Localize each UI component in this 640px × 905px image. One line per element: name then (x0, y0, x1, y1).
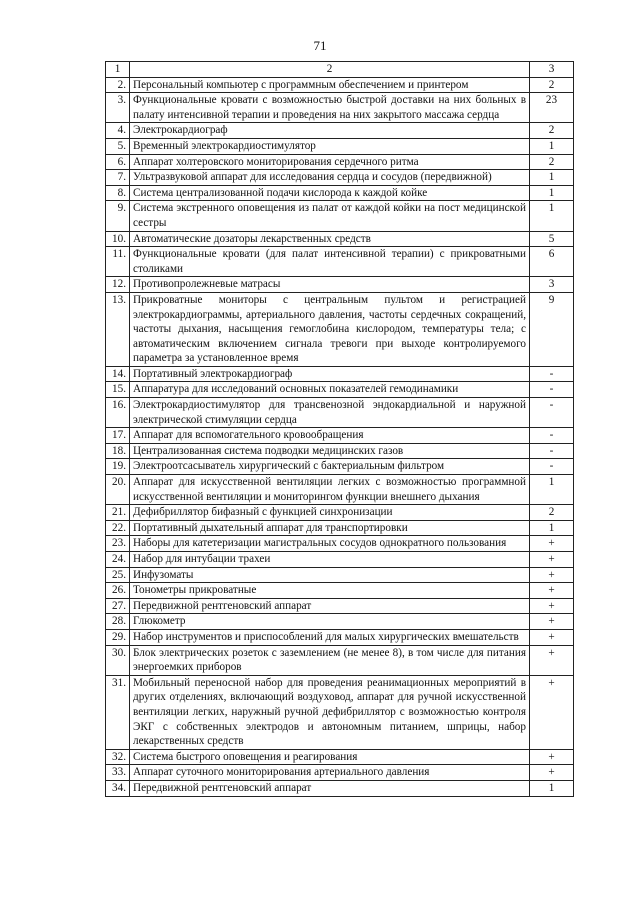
item-name: Аппаратура для исследований основных показателей гемодинамики (130, 382, 530, 398)
item-quantity: 1 (530, 170, 574, 186)
row-number: 27. (106, 598, 130, 614)
item-quantity: 2 (530, 505, 574, 521)
item-quantity: 6 (530, 247, 574, 277)
item-name: Портативный электрокардиограф (130, 366, 530, 382)
item-name: Ультразвуковой аппарат для исследования сердца и сосудов (передвижной) (130, 170, 530, 186)
row-number: 7. (106, 170, 130, 186)
item-quantity: + (530, 629, 574, 645)
item-name: Электрокардиостимулятор для трансвенозной эндокардиальной и наружной электрической стимуляции сердца (130, 398, 530, 428)
item-quantity: + (530, 583, 574, 599)
table-row (106, 443, 574, 459)
table-row (106, 629, 574, 645)
table-row (106, 645, 574, 675)
table-row (106, 231, 574, 247)
table-row (106, 93, 574, 123)
row-number: 24. (106, 552, 130, 568)
table-row (106, 520, 574, 536)
item-name: Мобильный переносной набор для проведения реанимационных мероприятий в других отделениях, включающий воздуховод, аппарат для ручной искусственной вентиляции легких, наружный ручной дефибриллятор с возможностью контроля ЭКГ с собственных электродов и автономным питанием, шприцы, набор лекарственных средств (130, 675, 530, 749)
row-number: 12. (106, 277, 130, 293)
table-row (106, 598, 574, 614)
item-name: Передвижной рентгеновский аппарат (130, 780, 530, 796)
row-number: 31. (106, 675, 130, 749)
table-row (106, 138, 574, 154)
row-number: 30. (106, 645, 130, 675)
item-name: Функциональные кровати (для палат интенсивной терапии) с прикроватными столиками (130, 247, 530, 277)
item-quantity: 5 (530, 231, 574, 247)
table-row (106, 154, 574, 170)
item-name: Наборы для катетеризации магистральных сосудов однократного пользования (130, 536, 530, 552)
header-col-1: 1 (106, 62, 130, 78)
row-number: 2. (106, 77, 130, 93)
item-name: Электрокардиограф (130, 123, 530, 139)
table-row (106, 77, 574, 93)
row-number: 4. (106, 123, 130, 139)
item-quantity: + (530, 552, 574, 568)
item-name: Временный электрокардиостимулятор (130, 138, 530, 154)
item-quantity: 23 (530, 93, 574, 123)
item-name: Прикроватные мониторы с центральным пультом и регистрацией электрокардиограммы, артериального давления, частоты сердечных сокращений, частоты дыхания, насыщения гемоглобина кислородом, температуры тела; с автоматическим включением сигнала тревоги при выходе контролируемого параметра за установленное время (130, 292, 530, 366)
item-quantity: + (530, 765, 574, 781)
item-quantity: 1 (530, 138, 574, 154)
table-row (106, 765, 574, 781)
row-number: 22. (106, 520, 130, 536)
item-quantity: - (530, 398, 574, 428)
item-name: Набор инструментов и приспособлений для малых хирургических вмешательств (130, 629, 530, 645)
row-number: 21. (106, 505, 130, 521)
table-row (106, 505, 574, 521)
row-number: 19. (106, 459, 130, 475)
row-number: 14. (106, 366, 130, 382)
row-number: 3. (106, 93, 130, 123)
item-name: Дефибриллятор бифазный с функцией синхронизации (130, 505, 530, 521)
row-number: 17. (106, 428, 130, 444)
header-col-3: 3 (530, 62, 574, 78)
table-row (106, 780, 574, 796)
item-name: Автоматические дозаторы лекарственных средств (130, 231, 530, 247)
table-row (106, 170, 574, 186)
item-name: Инфузоматы (130, 567, 530, 583)
row-number: 34. (106, 780, 130, 796)
item-quantity: - (530, 459, 574, 475)
row-number: 5. (106, 138, 130, 154)
item-name: Передвижной рентгеновский аппарат (130, 598, 530, 614)
item-quantity: 2 (530, 123, 574, 139)
row-number: 25. (106, 567, 130, 583)
item-quantity: 1 (530, 475, 574, 505)
item-quantity: 1 (530, 201, 574, 231)
table-row (106, 675, 574, 749)
item-name: Глюкометр (130, 614, 530, 630)
row-number: 8. (106, 185, 130, 201)
table-header-row (106, 62, 574, 78)
item-name: Система быстрого оповещения и реагирования (130, 749, 530, 765)
table-row (106, 552, 574, 568)
row-number: 16. (106, 398, 130, 428)
item-quantity: 1 (530, 780, 574, 796)
row-number: 20. (106, 475, 130, 505)
item-quantity: + (530, 675, 574, 749)
table-row (106, 292, 574, 366)
row-number: 9. (106, 201, 130, 231)
table-row (106, 123, 574, 139)
table-row (106, 459, 574, 475)
table-row (106, 398, 574, 428)
item-name: Портативный дыхательный аппарат для транспортировки (130, 520, 530, 536)
item-quantity: - (530, 366, 574, 382)
table-row (106, 277, 574, 293)
item-quantity: 2 (530, 154, 574, 170)
item-quantity: - (530, 382, 574, 398)
item-quantity: + (530, 536, 574, 552)
table-row (106, 428, 574, 444)
row-number: 10. (106, 231, 130, 247)
item-quantity: + (530, 749, 574, 765)
row-number: 15. (106, 382, 130, 398)
item-name: Противопролежневые матрасы (130, 277, 530, 293)
item-name: Аппарат суточного мониторирования артериального давления (130, 765, 530, 781)
row-number: 18. (106, 443, 130, 459)
header-col-2: 2 (130, 62, 530, 78)
row-number: 33. (106, 765, 130, 781)
item-name: Электроотсасыватель хирургический с бактериальным фильтром (130, 459, 530, 475)
item-quantity: 2 (530, 77, 574, 93)
table-row (106, 475, 574, 505)
equipment-table (105, 61, 574, 797)
row-number: 6. (106, 154, 130, 170)
item-quantity: - (530, 428, 574, 444)
item-name: Система централизованной подачи кислорода к каждой койке (130, 185, 530, 201)
table-row (106, 366, 574, 382)
table-row (106, 382, 574, 398)
row-number: 32. (106, 749, 130, 765)
item-quantity: 9 (530, 292, 574, 366)
item-name: Тонометры прикроватные (130, 583, 530, 599)
table-row (106, 201, 574, 231)
item-quantity: 1 (530, 185, 574, 201)
row-number: 29. (106, 629, 130, 645)
row-number: 23. (106, 536, 130, 552)
item-name: Набор для интубации трахеи (130, 552, 530, 568)
item-quantity: + (530, 614, 574, 630)
item-name: Централизованная система подводки медицинских газов (130, 443, 530, 459)
item-quantity: + (530, 567, 574, 583)
table-row (106, 536, 574, 552)
table-row (106, 749, 574, 765)
row-number: 11. (106, 247, 130, 277)
row-number: 28. (106, 614, 130, 630)
table-row (106, 614, 574, 630)
table-row (106, 583, 574, 599)
item-name: Система экстренного оповещения из палат от каждой койки на пост медицинской сестры (130, 201, 530, 231)
page-number: 71 (313, 38, 327, 53)
table-row (106, 247, 574, 277)
item-quantity: 1 (530, 520, 574, 536)
item-name: Персональный компьютер с программным обеспечением и принтером (130, 77, 530, 93)
row-number: 13. (106, 292, 130, 366)
item-name: Аппарат холтеровского мониторирования сердечного ритма (130, 154, 530, 170)
item-quantity: - (530, 443, 574, 459)
row-number: 26. (106, 583, 130, 599)
item-name: Блок электрических розеток с заземлением (не менее 8), в том числе для питания энергоемких приборов (130, 645, 530, 675)
item-quantity: + (530, 598, 574, 614)
table-row (106, 567, 574, 583)
item-name: Аппарат для искусственной вентиляции легких с возможностью программной искусственной вентиляции и мониторингом функции внешнего дыхания (130, 475, 530, 505)
table-row (106, 185, 574, 201)
item-quantity: 3 (530, 277, 574, 293)
item-name: Функциональные кровати с возможностью быстрой доставки на них больных в палату интенсивной терапии и проведения на них закрытого массажа сердца (130, 93, 530, 123)
item-quantity: + (530, 645, 574, 675)
item-name: Аппарат для вспомогательного кровообращения (130, 428, 530, 444)
